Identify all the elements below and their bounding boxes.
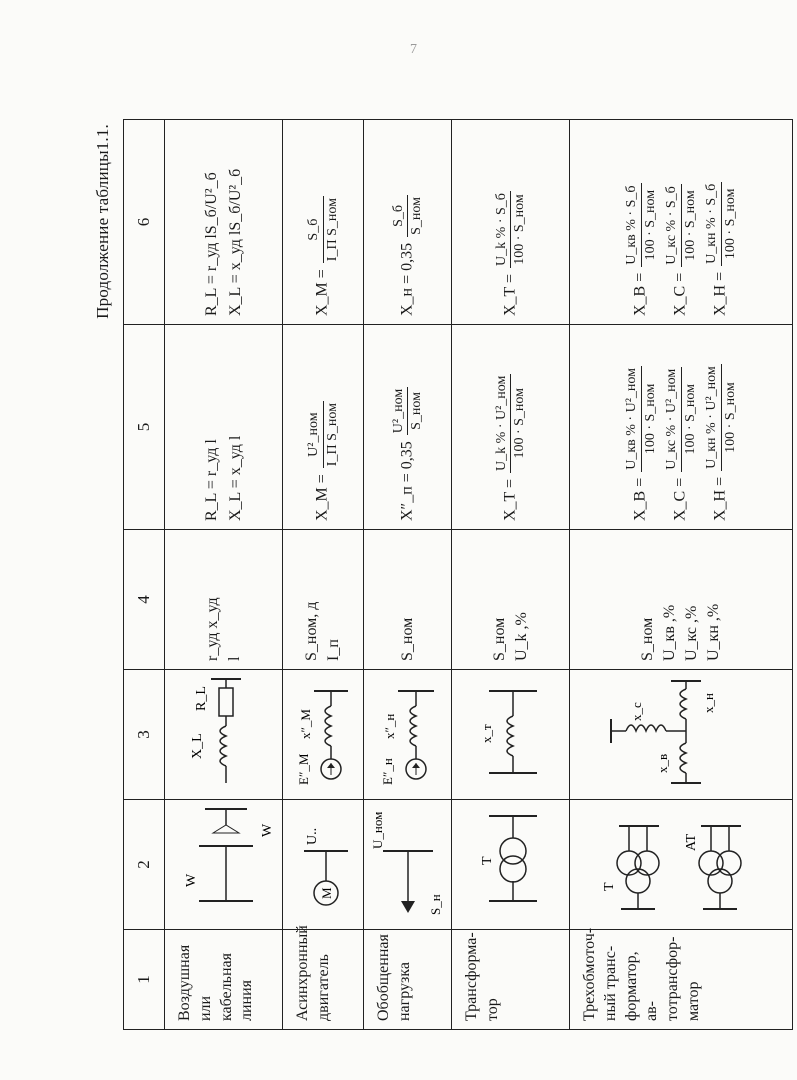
fraction [663,367,699,472]
transformer-scheme-diagram [461,801,561,921]
formula-lhs: X_H = [711,271,729,316]
numerator: U_k % · S_б [493,191,512,268]
equivalent-cell [452,670,570,800]
fraction [390,387,426,435]
scheme-label: T [602,882,617,891]
element-name: Воздушная или кабельная линия [165,930,283,1030]
param-text: U_кн ,% [705,603,722,661]
equivalent-cell [283,670,364,800]
line-equivalent-diagram [171,671,276,791]
params-cell [452,530,570,670]
fraction [493,191,529,268]
fraction [663,184,699,267]
formula [390,128,426,316]
numerator: U_кв % · S_б [623,183,642,266]
scheme-label: U.. [305,827,320,845]
scheme-label: M [319,887,334,899]
denominator: 100 · S_ном [512,194,527,265]
fraction [623,366,659,472]
formula-cell [570,325,793,530]
transformer-equivalent-diagram [461,671,561,791]
page-number: 7 [410,42,417,57]
params-cell [165,530,283,670]
formula-text: R_L = r_уд lS_б/U²_б [202,172,220,316]
scheme-label: W [260,823,275,837]
fraction [703,182,739,266]
formula-cell [165,325,283,530]
motor-scheme-diagram [286,801,360,921]
header-cell: 4 [124,530,165,670]
scheme-label: S_н [427,894,443,915]
motor-equivalent-diagram [286,671,360,791]
formula [623,128,659,316]
header-row [124,120,165,1030]
params-cell [364,530,452,670]
formula [623,333,659,521]
formula-lhs: X_B = [631,272,649,316]
denominator: 100 · S_ном [642,383,658,455]
scheme-label: R_L [194,686,209,711]
denominator: S_ном [409,392,424,430]
scheme-label: x″_M [298,709,313,739]
formula-lhs: X_C = [671,477,689,521]
element-name: Трехобмоточ-ный транс-форматор, ав-тотрансфор-матор [570,930,793,1030]
formula-lhs: X_H = [711,476,729,521]
scheme-cell [570,800,793,930]
scheme-label: x_н [701,693,716,713]
header-cell: 1 [124,930,165,1030]
param-text: S_ном [639,617,656,661]
numerator: U_кс % · S_б [663,184,682,267]
fraction [703,364,739,471]
denominator: S_ном [409,196,424,235]
scheme-cell [283,800,364,930]
formula-lhs: X″_п = 0,35 [398,441,416,521]
denominator: 100 · S_ном [722,382,738,453]
formula [305,128,341,316]
formula [663,333,699,521]
formula-cell [283,325,364,530]
formula-text: X_L = x_уд l [226,435,244,521]
rotated-table-page [93,120,793,1030]
table-row [283,120,364,1030]
header-cell: 3 [124,670,165,800]
header-cell: 6 [124,120,165,325]
param-text: S_ном, д [303,601,320,661]
formula-lhs: X_T = [501,478,519,521]
formula-lhs: X_M = [313,474,331,521]
line-scheme-diagram [171,801,276,921]
param-text: U_k ,% [512,612,530,661]
table-row [364,120,452,1030]
numerator: S_б [390,195,409,237]
numerator: S_б [305,196,324,263]
numerator: U_кс % · U²_ном [663,367,682,472]
param-text: S_ном [490,617,508,661]
scheme-label: X_L [190,733,205,759]
fraction [305,196,341,263]
formula-lhs: X_T = [501,273,519,316]
scheme-cell [364,800,452,930]
formula-lhs: X_C = [671,272,689,316]
formula-cell [570,120,793,325]
scheme-label: x″_н [381,713,397,739]
load-equivalent-diagram [368,671,448,791]
param-text: r_уд x_уд [203,597,221,661]
scheme-label: W [184,873,199,887]
three-winding-equivalent-diagram [591,671,771,791]
formula-lhs: X_н = 0,35 [398,242,416,316]
formula-lhs: X_M = [313,269,331,316]
fraction [623,183,659,266]
header-cell: 5 [124,325,165,530]
element-name: Обобщенная нагрузка [364,930,452,1030]
formula-cell [165,120,283,325]
denominator: 100 · S_ном [512,388,527,459]
table-row [570,120,793,1030]
numerator: U²_ном [305,401,324,468]
scheme-cell [165,800,283,930]
table-row [452,120,570,1030]
table-caption: Продолжение таблицы1.1. [93,124,112,319]
scheme-label: T [479,856,495,865]
formula-cell [364,120,452,325]
scheme-label: AT [684,833,699,851]
data-table [123,119,793,1030]
header-cell: 2 [124,800,165,930]
formula-cell [283,120,364,325]
scheme-label: U_ном [369,811,385,849]
fraction [305,401,341,468]
numerator: U²_ном [390,387,409,435]
denominator: 100 · S_ном [682,190,698,261]
denominator: 100 · S_ном [642,189,658,261]
element-name: Асинхронный двигатель [283,930,364,1030]
param-text: S_ном [398,617,416,661]
param-text: U_кс ,% [683,605,700,661]
formula-cell [364,325,452,530]
params-cell [570,530,793,670]
formula [493,128,529,316]
numerator: U_кн % · S_б [703,182,722,266]
params-cell [283,530,364,670]
load-scheme-diagram [368,801,448,921]
scheme-label: E″_M [296,753,311,785]
numerator: U_кв % · U²_ном [623,366,642,472]
param-text: l [225,656,243,661]
scheme-label: x_с [629,702,644,721]
denominator: 100 · S_ном [722,188,738,260]
formula-text: R_L = r_уд l [202,439,220,521]
three-winding-scheme-diagram [591,801,771,921]
equivalent-cell [364,670,452,800]
formula [390,333,426,521]
formula [703,128,739,316]
fraction [493,374,529,473]
formula [663,128,699,316]
formula-cell [452,120,570,325]
scheme-cell [452,800,570,930]
table-row [165,120,283,1030]
param-text: U_кв ,% [661,604,678,661]
numerator: U_кн % · U²_ном [703,364,722,471]
scheme-label: x_т [478,724,494,743]
denominator: 100 · S_ном [682,383,698,455]
scheme-label: x_в [655,753,670,773]
formula-text: X_L = x_уд lS_б/U²_б [226,168,244,316]
param-text: I_п [325,639,342,661]
scheme-label: E″_н [379,758,395,785]
numerator: U_k % · U²_ном [493,374,512,473]
formula [493,333,529,521]
formula-lhs: X_B = [631,477,649,521]
formula [305,333,341,521]
fraction [390,195,426,237]
equivalent-cell [570,670,793,800]
formula [703,333,739,521]
denominator: I_П S_ном [324,403,340,467]
element-name: Трансформа-тор [452,930,570,1030]
formula-cell [452,325,570,530]
denominator: I_П S_ном [324,198,340,262]
equivalent-cell [165,670,283,800]
